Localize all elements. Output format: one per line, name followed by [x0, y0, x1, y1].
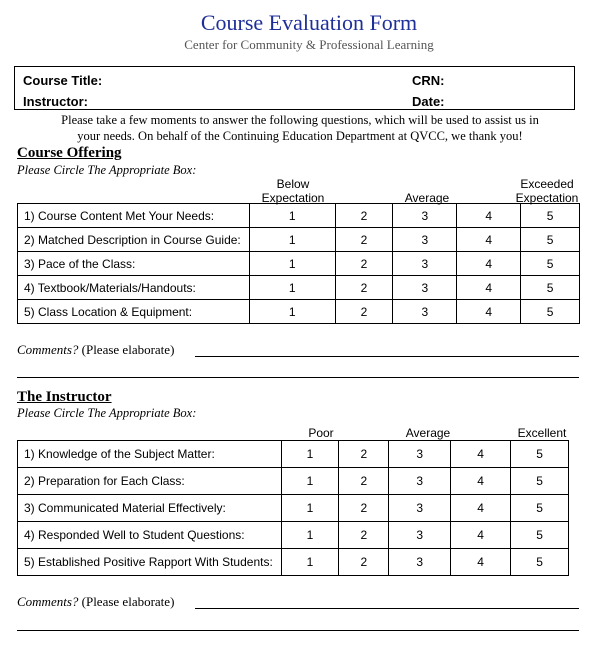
rating-option-3[interactable]: 3: [389, 495, 451, 522]
table-row: [18, 204, 580, 228]
rating-option-5[interactable]: 5: [521, 252, 580, 276]
intro-line-1: Please take a few moments to answer the following questions, which will be used to assist us in: [61, 113, 539, 127]
rating-option-2[interactable]: 2: [339, 495, 389, 522]
intro-text: [14, 112, 586, 144]
scale-average: Average: [404, 191, 450, 205]
table-row: [18, 276, 580, 300]
rating-option-5[interactable]: 5: [521, 204, 580, 228]
rating-option-4[interactable]: 4: [451, 468, 511, 495]
instructor-label: Instructor:: [23, 94, 88, 109]
instructor-comment-line-1[interactable]: [195, 608, 579, 609]
table-row: [18, 495, 569, 522]
rating-option-4[interactable]: 4: [451, 522, 511, 549]
rating-option-4[interactable]: 4: [451, 441, 511, 468]
rating-option-1[interactable]: 1: [249, 228, 335, 252]
question-label: 3) Communicated Material Effectively:: [18, 495, 282, 522]
scale-poor: Poor: [308, 426, 334, 440]
table-row: [18, 300, 580, 324]
course-offering-instruction: Please Circle The Appropriate Box:: [17, 163, 197, 177]
table-row: [18, 549, 569, 576]
rating-option-2[interactable]: 2: [335, 228, 393, 252]
rating-option-2[interactable]: 2: [339, 549, 389, 576]
table-row: [18, 522, 569, 549]
rating-option-2[interactable]: 2: [339, 468, 389, 495]
course-info-box: [14, 66, 575, 110]
intro-line-2: your needs. On behalf of the Continuing Education Department at QVCC, we thank you!: [77, 129, 523, 143]
instructor-heading: The Instructor: [17, 389, 112, 405]
rating-option-5[interactable]: 5: [511, 441, 569, 468]
scale-below-expectation: Below Expectation: [261, 177, 325, 205]
crn-label: CRN:: [412, 73, 445, 88]
table-row: [18, 468, 569, 495]
rating-option-2[interactable]: 2: [339, 522, 389, 549]
question-label: 4) Textbook/Materials/Handouts:: [18, 276, 250, 300]
scale-average-2: Average: [405, 426, 451, 440]
question-label: 5) Class Location & Equipment:: [18, 300, 250, 324]
table-row: [18, 441, 569, 468]
rating-option-4[interactable]: 4: [451, 549, 511, 576]
rating-option-3[interactable]: 3: [389, 549, 451, 576]
rating-option-1[interactable]: 1: [281, 441, 339, 468]
question-label: 1) Knowledge of the Subject Matter:: [18, 441, 282, 468]
rating-option-4[interactable]: 4: [451, 495, 511, 522]
course-title-label: Course Title:: [23, 73, 103, 88]
course-comment-line-1[interactable]: [195, 356, 579, 357]
instructor-comment-line-2[interactable]: [17, 630, 579, 631]
course-comment-line-2[interactable]: [17, 377, 579, 378]
rating-option-4[interactable]: 4: [457, 300, 521, 324]
question-label: 1) Course Content Met Your Needs:: [18, 204, 250, 228]
rating-option-1[interactable]: 1: [281, 468, 339, 495]
question-label: 2) Preparation for Each Class:: [18, 468, 282, 495]
question-label: 5) Established Positive Rapport With Students:: [18, 549, 282, 576]
rating-option-1[interactable]: 1: [281, 522, 339, 549]
instructor-comments-label: Comments? (Please elaborate): [17, 594, 175, 609]
rating-option-3[interactable]: 3: [393, 276, 457, 300]
rating-option-1[interactable]: 1: [249, 252, 335, 276]
rating-option-2[interactable]: 2: [335, 252, 393, 276]
rating-option-5[interactable]: 5: [511, 468, 569, 495]
rating-option-1[interactable]: 1: [281, 549, 339, 576]
scale-exceeded-expectation: Exceeded Expectation: [515, 177, 579, 205]
course-offering-heading: Course Offering: [17, 145, 122, 161]
rating-option-2[interactable]: 2: [335, 204, 393, 228]
rating-option-5[interactable]: 5: [511, 549, 569, 576]
rating-option-4[interactable]: 4: [457, 276, 521, 300]
rating-option-3[interactable]: 3: [393, 228, 457, 252]
rating-option-3[interactable]: 3: [389, 441, 451, 468]
form-subtitle: Center for Community & Professional Learning: [184, 37, 434, 52]
rating-option-4[interactable]: 4: [457, 252, 521, 276]
question-label: 2) Matched Description in Course Guide:: [18, 228, 250, 252]
course-comments-label: Comments? (Please elaborate): [17, 342, 175, 357]
question-label: 3) Pace of the Class:: [18, 252, 250, 276]
rating-option-1[interactable]: 1: [249, 204, 335, 228]
instructor-instruction: Please Circle The Appropriate Box:: [17, 406, 197, 420]
rating-option-3[interactable]: 3: [393, 204, 457, 228]
rating-option-3[interactable]: 3: [393, 252, 457, 276]
rating-option-5[interactable]: 5: [511, 495, 569, 522]
rating-option-5[interactable]: 5: [521, 276, 580, 300]
rating-option-2[interactable]: 2: [335, 300, 393, 324]
instructor-table: [17, 440, 569, 576]
rating-option-1[interactable]: 1: [249, 300, 335, 324]
rating-option-5[interactable]: 5: [521, 228, 580, 252]
table-row: [18, 252, 580, 276]
form-title: Course Evaluation Form: [200, 10, 418, 35]
rating-option-1[interactable]: 1: [281, 495, 339, 522]
date-label: Date:: [412, 94, 445, 109]
rating-option-4[interactable]: 4: [457, 204, 521, 228]
rating-option-4[interactable]: 4: [457, 228, 521, 252]
course-offering-table: [17, 203, 580, 324]
rating-option-3[interactable]: 3: [393, 300, 457, 324]
rating-option-5[interactable]: 5: [511, 522, 569, 549]
rating-option-2[interactable]: 2: [339, 441, 389, 468]
scale-excellent: Excellent: [517, 426, 567, 440]
rating-option-3[interactable]: 3: [389, 468, 451, 495]
rating-option-2[interactable]: 2: [335, 276, 393, 300]
rating-option-3[interactable]: 3: [389, 522, 451, 549]
question-label: 4) Responded Well to Student Questions:: [18, 522, 282, 549]
rating-option-5[interactable]: 5: [521, 300, 580, 324]
table-row: [18, 228, 580, 252]
rating-option-1[interactable]: 1: [249, 276, 335, 300]
